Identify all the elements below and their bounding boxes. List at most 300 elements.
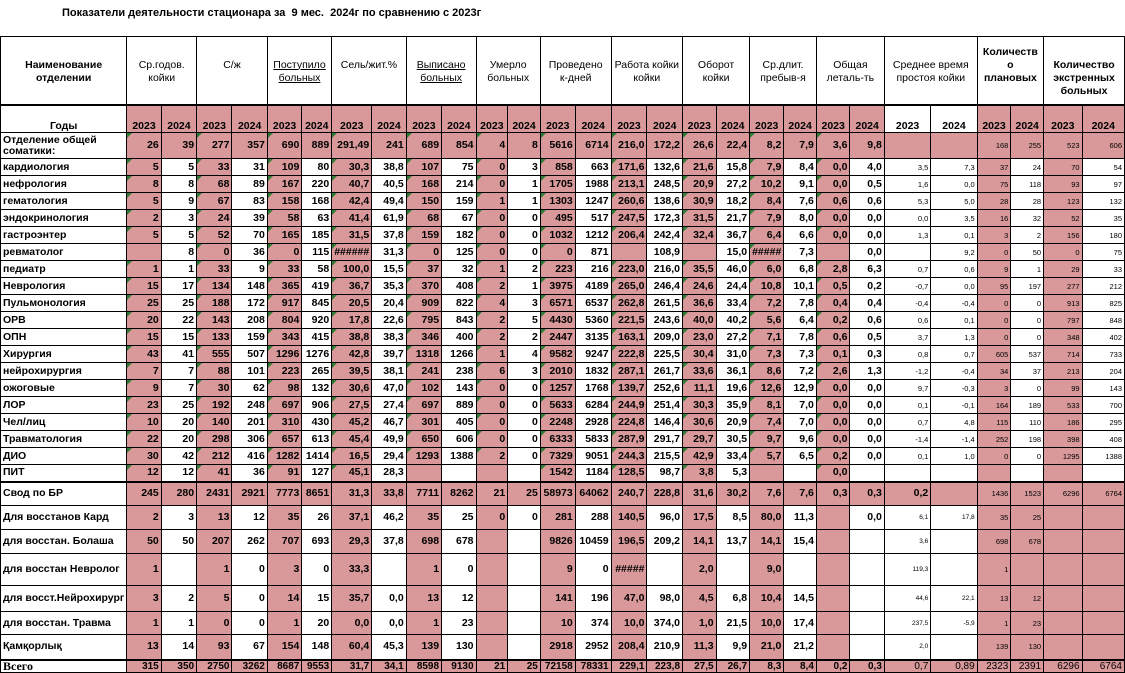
header-planned-line2: плановых: [983, 71, 1037, 84]
table-cell: 6,1: [884, 506, 930, 530]
year-cell: 2023: [977, 105, 1011, 133]
row-name: [1, 133, 127, 159]
table-cell: 7,3: [784, 244, 817, 261]
table-cell: 1: [127, 612, 161, 635]
table-cell: 1,3: [850, 363, 884, 380]
table-cell: [884, 244, 930, 261]
table-cell: [816, 244, 850, 261]
row-name: [1, 312, 127, 329]
table-cell: 130: [442, 635, 476, 660]
table-cell: 168: [302, 193, 332, 210]
table-cell: 262,8: [611, 295, 647, 312]
row-name: [1, 278, 127, 295]
table-cell: 10,8: [750, 278, 784, 295]
header-bed-days-line1: Проведено: [548, 58, 603, 71]
table-cell: 10,4: [750, 586, 784, 612]
table-cell: 43: [127, 346, 161, 363]
year-cell: 2023: [332, 105, 372, 133]
year-cell: 2024: [1082, 105, 1124, 133]
table-cell: 238: [442, 363, 476, 380]
table-cell: 46,2: [372, 506, 406, 530]
year-cell: 2023: [750, 105, 784, 133]
header-idle-time-line1: Среднее время: [892, 58, 969, 71]
table-row: [1, 363, 1125, 380]
table-row: [1, 530, 1125, 554]
row-name-line: ЛОР: [3, 398, 26, 411]
row-name: [1, 465, 127, 482]
table-cell: 207: [197, 530, 232, 554]
table-cell: 9582: [540, 346, 575, 363]
table-cell: 10,0: [750, 612, 784, 635]
table-cell: 7329: [540, 448, 575, 465]
header-emergency-line1: Количество: [1053, 58, 1115, 71]
table-cell: [683, 244, 717, 261]
table-cell: 795: [406, 312, 441, 329]
header-bed-days: [540, 37, 611, 72]
table-cell: 0,1: [931, 227, 977, 244]
table-cell: 2: [508, 261, 541, 278]
table-cell: [647, 554, 683, 586]
table-cell: [816, 635, 850, 660]
table-cell: 7,0: [784, 414, 817, 431]
table-cell: 9: [127, 380, 161, 397]
table-cell: 2,8: [816, 261, 850, 278]
table-cell: 6,4: [784, 312, 817, 329]
table-cell: 119,3: [884, 554, 930, 586]
table-cell: 2921: [232, 482, 267, 506]
row-name-line: Отделение общей: [3, 133, 97, 146]
table-cell: [931, 635, 977, 660]
table-cell: 168: [406, 176, 441, 193]
table-cell: 8,2: [750, 133, 784, 159]
table-cell: 913: [1044, 295, 1082, 312]
header-name-line2: отделении: [36, 71, 92, 84]
table-cell: 54: [1082, 159, 1124, 176]
table-cell: [476, 554, 508, 586]
table-cell: 0: [1044, 244, 1082, 261]
table-cell: 101: [232, 363, 267, 380]
table-row: [1, 261, 1125, 278]
table-cell: -0,1: [931, 397, 977, 414]
table-cell: 0,0: [850, 244, 884, 261]
table-cell: 8: [161, 244, 196, 261]
table-cell: 1: [127, 554, 161, 586]
table-cell: 3975: [540, 278, 575, 295]
table-cell: 2952: [575, 635, 611, 660]
table-cell: 33,4: [716, 448, 750, 465]
table-cell: 20: [302, 612, 332, 635]
table-cell: 245: [127, 482, 161, 506]
table-cell: 917: [267, 295, 302, 312]
table-cell: 247,5: [611, 210, 647, 227]
table-cell: 246,4: [647, 278, 683, 295]
table-cell: [161, 554, 196, 586]
table-cell: 50: [1011, 244, 1044, 261]
table-cell: 58: [302, 261, 332, 278]
table-cell: 9826: [540, 530, 575, 554]
table-cell: 7,9: [784, 133, 817, 159]
row-name: [1, 261, 127, 278]
table-cell: 0,0: [850, 397, 884, 414]
row-name-line: кардиология: [3, 160, 70, 173]
table-cell: -1,4: [931, 431, 977, 448]
table-cell: [931, 482, 977, 506]
table-cell: 7773: [267, 482, 302, 506]
table-cell: 15,0: [716, 244, 750, 261]
header-bed-work-line2: койки: [633, 71, 661, 84]
table-cell: 2928: [575, 414, 611, 431]
header-emergency-line3: больных: [1060, 84, 1108, 97]
table-cell: 1: [476, 261, 508, 278]
table-cell: 223: [267, 363, 302, 380]
table-cell: 140,5: [611, 506, 647, 530]
table-cell: 132: [302, 380, 332, 397]
table-cell: 221,5: [611, 312, 647, 329]
table-cell: 533: [1044, 397, 1082, 414]
table-cell: 4189: [575, 278, 611, 295]
header-admitted-line2: больных: [278, 71, 321, 84]
table-cell: [931, 133, 977, 159]
table-cell: 45,2: [332, 414, 372, 431]
header-died-line2: больных: [487, 71, 530, 84]
table-cell: [1044, 635, 1082, 660]
table-cell: 9,6: [784, 431, 817, 448]
table-cell: 223: [540, 261, 575, 278]
row-name: [1, 210, 127, 227]
table-cell: 0: [1011, 312, 1044, 329]
row-name-line: ревматолог: [3, 245, 64, 258]
table-cell: [508, 635, 541, 660]
table-cell: 21,7: [716, 210, 750, 227]
table-cell: 6,4: [750, 227, 784, 244]
table-cell: 714: [1044, 346, 1082, 363]
row-name: [1, 612, 127, 635]
table-cell: 419: [302, 278, 332, 295]
table-cell: 213,1: [611, 176, 647, 193]
table-cell: 216,0: [611, 133, 647, 159]
table-cell: 25: [442, 506, 476, 530]
table-cell: [884, 133, 930, 159]
table-cell: 242,4: [647, 227, 683, 244]
table-cell: 2391: [1011, 660, 1044, 673]
table-cell: 517: [575, 210, 611, 227]
table-cell: 0: [508, 448, 541, 465]
table-cell: 0: [232, 586, 267, 612]
table-cell: 143: [197, 312, 232, 329]
table-cell: 0,5: [816, 278, 850, 295]
table-cell: 9247: [575, 346, 611, 363]
table-cell: 2,0: [884, 635, 930, 660]
table-cell: 20: [161, 431, 196, 448]
year-cell: 2024: [302, 105, 332, 133]
table-cell: 1184: [575, 465, 611, 482]
table-cell: 1,0: [683, 612, 717, 635]
table-cell: -0,3: [931, 380, 977, 397]
table-row: [1, 635, 1125, 660]
table-cell: 209,0: [647, 329, 683, 346]
table-cell: 0: [406, 244, 441, 261]
header-beds-line2: койки: [148, 71, 176, 84]
row-name-line: Всего: [3, 659, 33, 672]
table-cell: 291,7: [647, 431, 683, 448]
table-cell: 168: [977, 133, 1011, 159]
table-row: [1, 465, 1125, 482]
table-cell: 49,4: [372, 193, 406, 210]
table-cell: [508, 612, 541, 635]
table-cell: 30,3: [683, 397, 717, 414]
table-cell: 18,2: [716, 193, 750, 210]
table-cell: 6714: [575, 133, 611, 159]
table-row: [1, 227, 1125, 244]
table-cell: 64062: [575, 482, 611, 506]
table-row: [1, 482, 1125, 506]
table-cell: 1,3: [884, 227, 930, 244]
table-row: [1, 448, 1125, 465]
table-cell: 0,0: [850, 380, 884, 397]
row-name: [1, 397, 127, 414]
table-cell: 804: [267, 312, 302, 329]
table-cell: 288: [575, 506, 611, 530]
table-cell: 663: [575, 159, 611, 176]
header-bed-days-line2: к-дней: [559, 71, 592, 84]
table-cell: 0,6: [850, 193, 884, 210]
row-name: [1, 193, 127, 210]
table-cell: 2: [476, 448, 508, 465]
table-cell: 96,0: [647, 506, 683, 530]
table-cell: 32,4: [683, 227, 717, 244]
row-name: [1, 295, 127, 312]
header-discharged-sub: [406, 72, 476, 105]
table-cell: 7: [161, 380, 196, 397]
table-cell: 167: [267, 176, 302, 193]
table-cell: 9,1: [784, 176, 817, 193]
header-idle-time: [884, 37, 977, 72]
table-cell: 7,0: [784, 397, 817, 414]
table-cell: 0,0: [332, 612, 372, 635]
table-cell: [442, 465, 476, 482]
table-cell: 0,7: [931, 346, 977, 363]
table-cell: 196: [575, 586, 611, 612]
table-cell: 346: [406, 329, 441, 346]
table-cell: 24: [1011, 159, 1044, 176]
row-name: [1, 482, 127, 506]
table-cell: 214: [442, 176, 476, 193]
table-cell: 29,7: [683, 431, 717, 448]
table-cell: 110: [1011, 414, 1044, 431]
table-cell: 2750: [197, 660, 232, 673]
table-cell: 0,0: [850, 414, 884, 431]
header-died: [476, 37, 540, 72]
year-cell: 2023: [611, 105, 647, 133]
table-cell: 507: [232, 346, 267, 363]
table-cell: 13: [977, 586, 1011, 612]
table-cell: 3: [161, 506, 196, 530]
table-cell: 192: [197, 397, 232, 414]
table-cell: -1,2: [884, 363, 930, 380]
table-cell: 4,5: [683, 586, 717, 612]
table-cell: 41: [161, 346, 196, 363]
table-cell: 80: [302, 159, 332, 176]
table-cell: 5: [197, 586, 232, 612]
row-name-line: Пульмонология: [3, 296, 86, 309]
table-cell: 6571: [540, 295, 575, 312]
table-cell: 6284: [575, 397, 611, 414]
table-cell: 0,2: [884, 482, 930, 506]
table-cell: 0,2: [816, 448, 850, 465]
header-bed-days-sub: [540, 72, 611, 105]
row-name-line: Чел/лиц: [3, 415, 46, 428]
table-cell: 12: [161, 465, 196, 482]
table-row: [1, 210, 1125, 227]
table-cell: 7,6: [750, 482, 784, 506]
table-cell: 156: [1044, 227, 1082, 244]
table-cell: 693: [302, 530, 332, 554]
table-cell: 0,5: [850, 329, 884, 346]
table-cell: 98: [267, 380, 302, 397]
table-cell: 83: [232, 193, 267, 210]
table-cell: 5: [127, 227, 161, 244]
row-name-line: ОРВ: [3, 313, 26, 326]
table-cell: 47,0: [611, 586, 647, 612]
row-name: [1, 244, 127, 261]
table-cell: 25: [1011, 506, 1044, 530]
table-cell: 186: [1044, 414, 1082, 431]
table-cell: 6: [476, 363, 508, 380]
table-cell: 1: [508, 193, 541, 210]
table-cell: 0,0: [816, 431, 850, 448]
table-cell: 408: [1082, 431, 1124, 448]
table-cell: [476, 586, 508, 612]
table-row: [1, 612, 1125, 635]
table-cell: 130: [1011, 635, 1044, 660]
table-cell: 5: [508, 312, 541, 329]
table-cell: 6,0: [750, 261, 784, 278]
table-cell: 248,5: [647, 176, 683, 193]
table-cell: [850, 635, 884, 660]
table-cell: 0: [540, 244, 575, 261]
table-cell: 822: [442, 295, 476, 312]
row-name: [1, 660, 127, 673]
table-cell: 222,8: [611, 346, 647, 363]
table-cell: 7711: [406, 482, 441, 506]
table-cell: 0: [508, 380, 541, 397]
table-cell: 189: [1011, 397, 1044, 414]
table-cell: 21,0: [750, 635, 784, 660]
row-name: [1, 159, 127, 176]
table-cell: 12,9: [784, 380, 817, 397]
table-cell: 23: [442, 612, 476, 635]
table-cell: 306: [232, 431, 267, 448]
table-cell: 63: [302, 210, 332, 227]
table-cell: 8,4: [750, 193, 784, 210]
table-row: [1, 586, 1125, 612]
table-cell: 123: [1044, 193, 1082, 210]
header-name-sub: [1, 72, 127, 105]
table-cell: 70: [1044, 159, 1082, 176]
table-cell: 33: [1082, 261, 1124, 278]
header-discharged: [406, 37, 476, 72]
header-sj-sub: [197, 72, 268, 105]
table-cell: 0: [476, 431, 508, 448]
header-avg-stay-sub: [750, 72, 817, 105]
table-cell: 88: [197, 363, 232, 380]
table-cell: 697: [406, 397, 441, 414]
table-cell: 906: [302, 397, 332, 414]
table-cell: 6764: [1082, 482, 1124, 506]
table-cell: -0,7: [884, 278, 930, 295]
table-cell: 31,0: [716, 346, 750, 363]
table-cell: [1082, 506, 1124, 530]
table-row: [1, 244, 1125, 261]
row-name: [1, 554, 127, 586]
table-cell: 697: [267, 397, 302, 414]
table-cell: [816, 612, 850, 635]
table-cell: 38,8: [372, 159, 406, 176]
table-cell: 68: [406, 210, 441, 227]
table-row: [1, 346, 1125, 363]
table-cell: 16,5: [332, 448, 372, 465]
table-cell: 154: [267, 635, 302, 660]
year-cell: 2023: [476, 105, 508, 133]
table-cell: 5,6: [750, 312, 784, 329]
table-cell: 1032: [540, 227, 575, 244]
table-cell: 17,5: [683, 506, 717, 530]
table-cell: 36,7: [332, 278, 372, 295]
header-planned-mid: о: [1007, 58, 1014, 71]
table-cell: 38,3: [372, 329, 406, 346]
table-cell: 343: [267, 329, 302, 346]
table-cell: 244,3: [611, 448, 647, 465]
table-cell: 8,4: [784, 159, 817, 176]
table-cell: 52: [1044, 210, 1082, 227]
table-cell: 9: [540, 554, 575, 586]
table-cell: 58973: [540, 482, 575, 506]
table-cell: 0: [977, 312, 1011, 329]
table-cell: 0,2: [816, 312, 850, 329]
table-cell: 1: [977, 612, 1011, 635]
table-cell: 30,9: [683, 193, 717, 210]
table-cell: 26: [302, 506, 332, 530]
year-cell: 2023: [1044, 105, 1082, 133]
header-died-line1: Умерло: [489, 58, 527, 71]
table-cell: [850, 586, 884, 612]
table-cell: 182: [442, 227, 476, 244]
table-cell: 109: [267, 159, 302, 176]
table-cell: 216: [575, 261, 611, 278]
table-cell: 606: [442, 431, 476, 448]
table-cell: 23: [127, 397, 161, 414]
table-cell: 8: [508, 133, 541, 159]
table-cell: 9: [161, 193, 196, 210]
table-cell: 172,2: [647, 133, 683, 159]
row-name: [1, 329, 127, 346]
table-cell: 6333: [540, 431, 575, 448]
table-cell: 398: [1044, 431, 1082, 448]
table-cell: 678: [1011, 530, 1044, 554]
table-cell: 430: [302, 414, 332, 431]
table-cell: [508, 465, 541, 482]
table-cell: 9051: [575, 448, 611, 465]
table-cell: 0,0: [850, 431, 884, 448]
table-cell: 3: [127, 586, 161, 612]
table-cell: 13,7: [716, 530, 750, 554]
row-name-line: нефрология: [3, 177, 67, 190]
table-cell: 1276: [302, 346, 332, 363]
table-cell: 690: [267, 133, 302, 159]
table-cell: 28: [977, 193, 1011, 210]
table-cell: 3,7: [884, 329, 930, 346]
table-cell: 1705: [540, 176, 575, 193]
